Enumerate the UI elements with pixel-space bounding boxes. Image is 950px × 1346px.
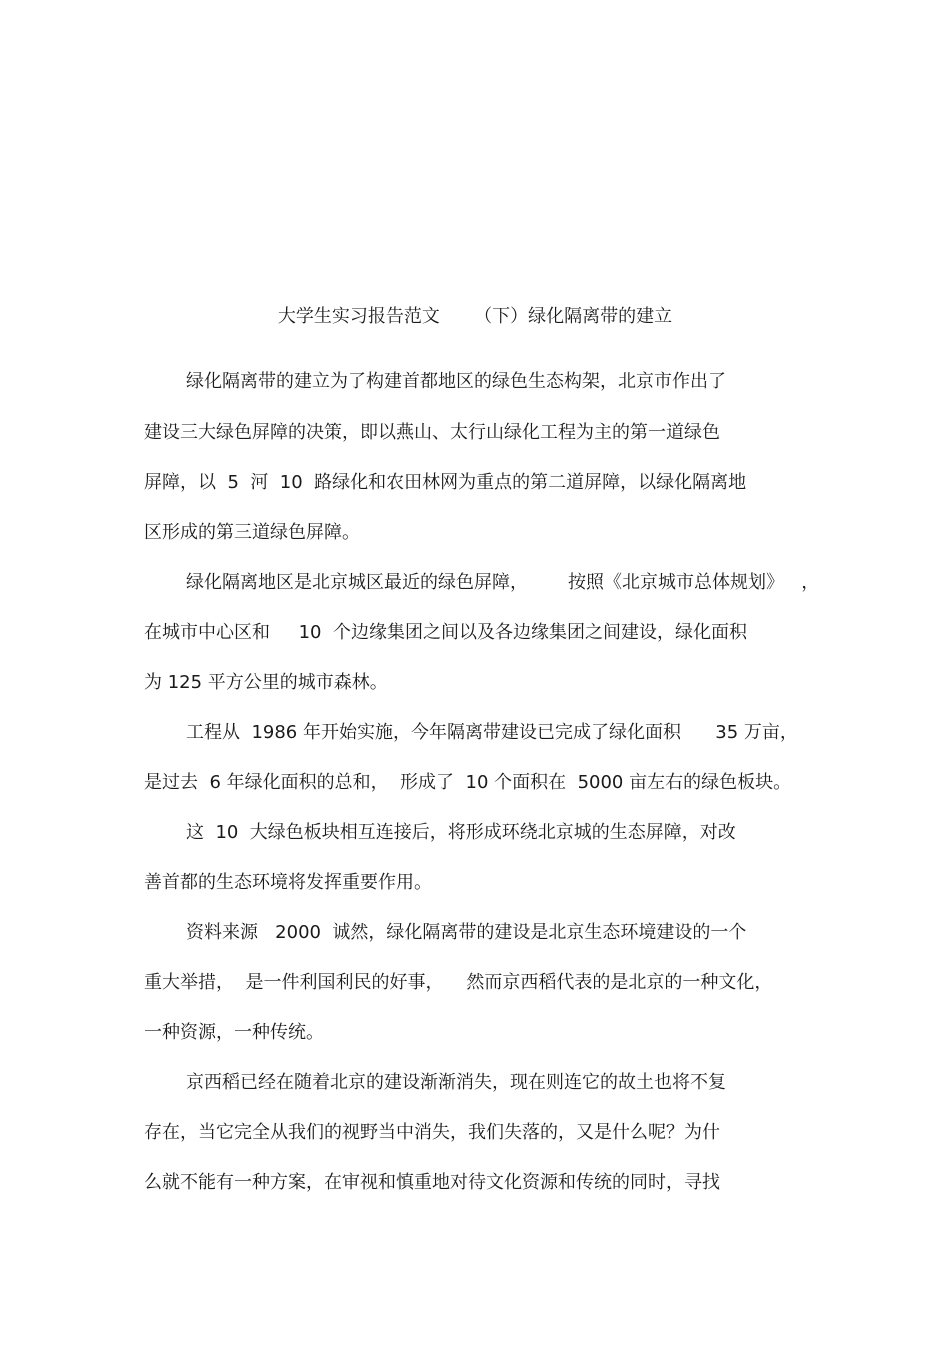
paragraph-line: 么就不能有一种方案，在审视和慎重地对待文化资源和传统的同时，寻找 [144, 1172, 720, 1193]
paragraph-line: 为 125 平方公里的城市森林。 [144, 672, 388, 693]
paragraph-line: 存在，当它完全从我们的视野当中消失，我们失落的，又是什么呢？为什 [144, 1122, 720, 1143]
paragraph-line: 京西稻已经在随着北京的建设渐渐消失，现在则连它的故土也将不复 [186, 1072, 726, 1093]
paragraph-line: 资料来源 2000 诚然，绿化隔离带的建设是北京生态环境建设的一个 [186, 922, 747, 943]
paragraph-line: 善首都的生态环境将发挥重要作用。 [144, 872, 432, 893]
paragraph-line: 屏障，以 5 河 10 路绿化和农田林网为重点的第二道屏障，以绿化隔离地 [144, 472, 747, 493]
paragraph-line: 区形成的第三道绿色屏障。 [144, 522, 360, 543]
paragraph-line: 在城市中心区和 10 个边缘集团之间以及各边缘集团之间建设，绿化面积 [144, 622, 747, 643]
paragraph-line: 一种资源，一种传统。 [144, 1022, 324, 1043]
paragraph-line: 工程从 1986 年开始实施，今年隔离带建设已完成了绿化面积 35 万亩， [186, 722, 798, 743]
paragraph-line: 绿化隔离带的建立为了构建首都地区的绿色生态构架，北京市作出了 [186, 371, 726, 392]
document-title: 大学生实习报告范文 （下）绿化隔离带的建立 [277, 306, 673, 327]
paragraph-line: 重大举措， 是一件利国利民的好事， 然而京西稻代表的是北京的一种文化， [144, 972, 773, 993]
paragraph-line: 这 10 大绿色板块相互连接后，将形成环绕北京城的生态屏障，对改 [186, 822, 736, 843]
paragraph-line: 是过去 6 年绿化面积的总和， 形成了 10 个面积在 5000 亩左右的绿色板块。 [144, 772, 792, 793]
paragraph-line: 绿化隔离地区是北京城区最近的绿色屏障， 按照《北京城市总体规划》 ， [186, 572, 820, 593]
paragraph-line: 建设三大绿色屏障的决策，即以燕山、太行山绿化工程为主的第一道绿色 [144, 422, 720, 443]
